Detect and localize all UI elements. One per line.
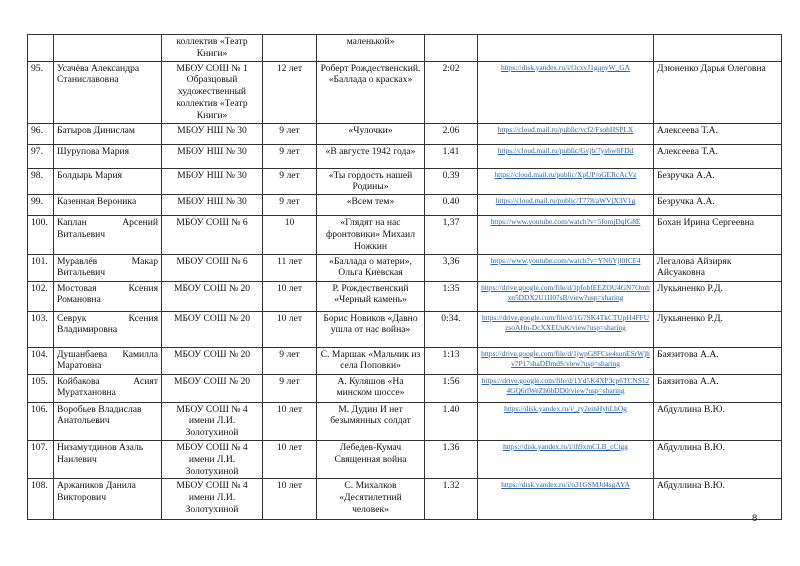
cell-teacher: Лукьяненко Р.Д.: [654, 311, 782, 347]
cell-age: 10 лет: [263, 402, 317, 440]
cell-number: 98.: [28, 168, 54, 195]
video-link[interactable]: https://cloud.mail.ru/public/vcf2/FsohHSPLX: [497, 124, 634, 134]
participants-table: [27, 34, 782, 520]
cell-link: [478, 195, 654, 216]
cell-work: С. Маршак «Мальчик из села Поповки»: [317, 347, 425, 374]
video-link[interactable]: https://cloud.mail.ru/public/Gvjb/7ys6w8FDd: [497, 145, 634, 155]
cell-school: МБОУ СОШ № 20: [162, 281, 263, 311]
cell-number: 95.: [28, 61, 54, 123]
cell-number: 104.: [28, 347, 54, 374]
cell-link: [478, 402, 654, 440]
cell-teacher: Легалова Айзиряк Айсуаковна: [654, 254, 782, 281]
cell-name: [54, 35, 162, 62]
cell-work: «Чулочки»: [317, 123, 425, 144]
video-link[interactable]: https://drive.google.com/file/d/1Yd5K4XP3cp6TCNS124GQ6rlWeZh6bDD0/view?usp=sharing: [481, 375, 650, 395]
cell-age: 11 лет: [263, 254, 317, 281]
cell-teacher: Бохан Ирина Сергеевна: [654, 216, 782, 254]
cell-work: Р. Рождественский «Черный камень»: [317, 281, 425, 311]
cell-link: [478, 216, 654, 254]
video-link[interactable]: https://cloud.mail.ru/public/T778/aWVjX3V1g: [495, 196, 636, 206]
cell-link: [478, 440, 654, 478]
cell-number: 96.: [28, 123, 54, 144]
cell-school: МБОУ СОШ № 6: [162, 254, 263, 281]
cell-age: 10 лет: [263, 479, 317, 520]
cell-name: Казенная Вероника: [54, 195, 162, 216]
cell-name: Усачёва Александра Станиславовна: [54, 61, 162, 123]
cell-number: 101.: [28, 254, 54, 281]
video-link[interactable]: https://disk.yandex.ru/i/ih9xmCLB_cCtgg: [503, 441, 628, 451]
cell-school: МБОУ СОШ № 1 Образцовый художественный коллектив «Театр Книги»: [162, 61, 263, 123]
video-link[interactable]: https://www.youtube.com/watch?v=5fomjDqfG8E: [490, 217, 641, 227]
video-link[interactable]: https://www.youtube.com/watch?v=YN6Yjl0fCF4: [490, 255, 641, 265]
cell-work: маленькой»: [317, 35, 425, 62]
cell-number: 99.: [28, 195, 54, 216]
cell-duration: 1.41: [425, 144, 478, 168]
cell-teacher: Алексеева Т.А.: [654, 123, 782, 144]
table-row: [28, 347, 782, 374]
cell-age: 9 лет: [263, 168, 317, 195]
cell-work: Борис Новиков «Давно ушла от нас война»: [317, 311, 425, 347]
cell-school: МБОУ СОШ № 4 имени Л.И. Золотухиной: [162, 479, 263, 520]
cell-age: [263, 35, 317, 62]
cell-link: [478, 61, 654, 123]
cell-link: [478, 347, 654, 374]
cell-number: 108.: [28, 479, 54, 520]
cell-age: 9 лет: [263, 374, 317, 402]
table-row: [28, 123, 782, 144]
cell-link: [478, 311, 654, 347]
cell-name: Севрук Ксения Владимировна: [54, 311, 162, 347]
cell-duration: [425, 35, 478, 62]
cell-name: Койбакова Асият Муратхановна: [54, 374, 162, 402]
cell-link: [478, 168, 654, 195]
cell-number: 106.: [28, 402, 54, 440]
cell-age: 10: [263, 216, 317, 254]
cell-teacher: Абдуллина В.Ю.: [654, 479, 782, 520]
table-row: [28, 440, 782, 478]
cell-number: [28, 35, 54, 62]
cell-number: 102.: [28, 281, 54, 311]
cell-duration: 0:34.: [425, 311, 478, 347]
cell-work: «Ты гордость нашей Родины»: [317, 168, 425, 195]
cell-school: МБОУ СОШ № 4 имени Л.И. Золотухиной: [162, 440, 263, 478]
cell-duration: 0.40: [425, 195, 478, 216]
cell-work: «Глядят на нас фронтовики» Михаил Ножкин: [317, 216, 425, 254]
video-link[interactable]: https://disk.yandex.ru/i/_ry2einHyhLhOg: [504, 403, 627, 413]
video-link[interactable]: https://disk.yandex.ru/i/OcxvJ1gqnyW_GA: [501, 62, 630, 72]
cell-work: Роберт Рождественский. «Баллада о красках»: [317, 61, 425, 123]
table-row: [28, 61, 782, 123]
cell-teacher: Абдуллина В.Ю.: [654, 402, 782, 440]
cell-teacher: Алексеева Т.А.: [654, 144, 782, 168]
cell-age: 12 лет: [263, 61, 317, 123]
cell-link: [478, 281, 654, 311]
video-link[interactable]: https://drive.google.com/file/d/1jwpG8FCse4sunESrWjhv7P17shaDDmdS/view?usp=sharing: [481, 348, 650, 368]
table-row: [28, 402, 782, 440]
cell-name: Мостовая Ксения Романовна: [54, 281, 162, 311]
table-row: [28, 479, 782, 520]
cell-link: [478, 123, 654, 144]
cell-school: МБОУ СОШ № 4 имени Л.И. Золотухиной: [162, 402, 263, 440]
cell-name: Шурупова Мария: [54, 144, 162, 168]
cell-number: 107.: [28, 440, 54, 478]
table-row: [28, 168, 782, 195]
cell-age: 10 лет: [263, 281, 317, 311]
cell-number: 100.: [28, 216, 54, 254]
cell-teacher: Баязитова А.А.: [654, 347, 782, 374]
cell-teacher: [654, 35, 782, 62]
cell-duration: 2.06: [425, 123, 478, 144]
cell-link: [478, 144, 654, 168]
table-row-continuation: [28, 35, 782, 62]
cell-age: 10 лет: [263, 311, 317, 347]
cell-school: МБОУ СОШ № 6: [162, 216, 263, 254]
cell-duration: 1.32: [425, 479, 478, 520]
cell-name: Душанбаева Камилла Маратовна: [54, 347, 162, 374]
cell-teacher: Дзюненко Дарья Олеговна: [654, 61, 782, 123]
cell-school: МБОУ СОШ № 20: [162, 347, 263, 374]
table-row: [28, 374, 782, 402]
cell-teacher: Баязитова А.А.: [654, 374, 782, 402]
cell-work: М. Дудин И нет безымянных солдат: [317, 402, 425, 440]
cell-school: МБОУ НШ № 30: [162, 168, 263, 195]
cell-link: [478, 254, 654, 281]
cell-teacher: Абдуллина В.Ю.: [654, 440, 782, 478]
table-row: [28, 281, 782, 311]
cell-name: Батыров Динислам: [54, 123, 162, 144]
video-link[interactable]: https://drive.google.com/file/d/1pfobfEEZOU4GN7Omhxn5DDX2U1II07sB/view?usp=sharing: [481, 282, 650, 302]
cell-work: А. Куляшов «На минском шоссе»: [317, 374, 425, 402]
cell-number: 97.: [28, 144, 54, 168]
cell-name: Воробьев Владислав Анатольевич: [54, 402, 162, 440]
cell-teacher: Безручка А.А.: [654, 195, 782, 216]
video-link[interactable]: https://disk.yandex.ru/i/o31GSMJd4sgAYA: [501, 480, 630, 490]
cell-duration: 1.40: [425, 402, 478, 440]
cell-name: Муравлёв Макар Витальевич: [54, 254, 162, 281]
cell-age: 9 лет: [263, 144, 317, 168]
cell-duration: 1:13: [425, 347, 478, 374]
cell-school: МБОУ СОШ № 20: [162, 311, 263, 347]
cell-duration: 1:56: [425, 374, 478, 402]
cell-teacher: Лукьяненко Р.Д.: [654, 281, 782, 311]
cell-age: 10 лет: [263, 440, 317, 478]
page-number: 8: [752, 513, 758, 524]
cell-link: [478, 479, 654, 520]
cell-school: МБОУ НШ № 30: [162, 144, 263, 168]
cell-school: МБОУ СОШ № 20: [162, 374, 263, 402]
cell-teacher: Безручка А.А.: [654, 168, 782, 195]
cell-number: 103.: [28, 311, 54, 347]
cell-name: Каплан Арсений Витальевич: [54, 216, 162, 254]
table-row: [28, 254, 782, 281]
cell-duration: 2:02: [425, 61, 478, 123]
video-link[interactable]: https://cloud.mail.ru/public/XpUP/oGERcAcVz: [494, 169, 637, 179]
cell-age: 9 лет: [263, 123, 317, 144]
cell-work: С. Михалков «Десятилетний человек»: [317, 479, 425, 520]
cell-name: Низамутдинов Азаль Наилевич: [54, 440, 162, 478]
cell-school: коллектив «Театр Книги»: [162, 35, 263, 62]
table-row: [28, 311, 782, 347]
table-row: [28, 216, 782, 254]
cell-age: 9 лет: [263, 195, 317, 216]
cell-number: 105.: [28, 374, 54, 402]
cell-work: Лебедев-Кумач Священная война: [317, 440, 425, 478]
cell-duration: 1,37: [425, 216, 478, 254]
cell-name: Болдырь Мария: [54, 168, 162, 195]
cell-link: [478, 35, 654, 62]
cell-work: «В августе 1942 года»: [317, 144, 425, 168]
cell-duration: 0.39: [425, 168, 478, 195]
table-row: [28, 144, 782, 168]
cell-age: 9 лет: [263, 347, 317, 374]
cell-name: Аржаников Данила Викторович: [54, 479, 162, 520]
cell-duration: 1.36: [425, 440, 478, 478]
cell-work: «Баллада о матери», Ольга Киевская: [317, 254, 425, 281]
table-row: [28, 195, 782, 216]
cell-duration: 3,36: [425, 254, 478, 281]
cell-link: [478, 374, 654, 402]
cell-duration: 1:35: [425, 281, 478, 311]
cell-school: МБОУ НШ № 30: [162, 195, 263, 216]
cell-work: «Всем тем»: [317, 195, 425, 216]
video-link[interactable]: https://drive.google.com/file/d/1G7SK4TkCTUpH4FFUzsoAHn-DcXXEUuK/view?usp=sharing: [481, 312, 650, 332]
cell-school: МБОУ НШ № 30: [162, 123, 263, 144]
